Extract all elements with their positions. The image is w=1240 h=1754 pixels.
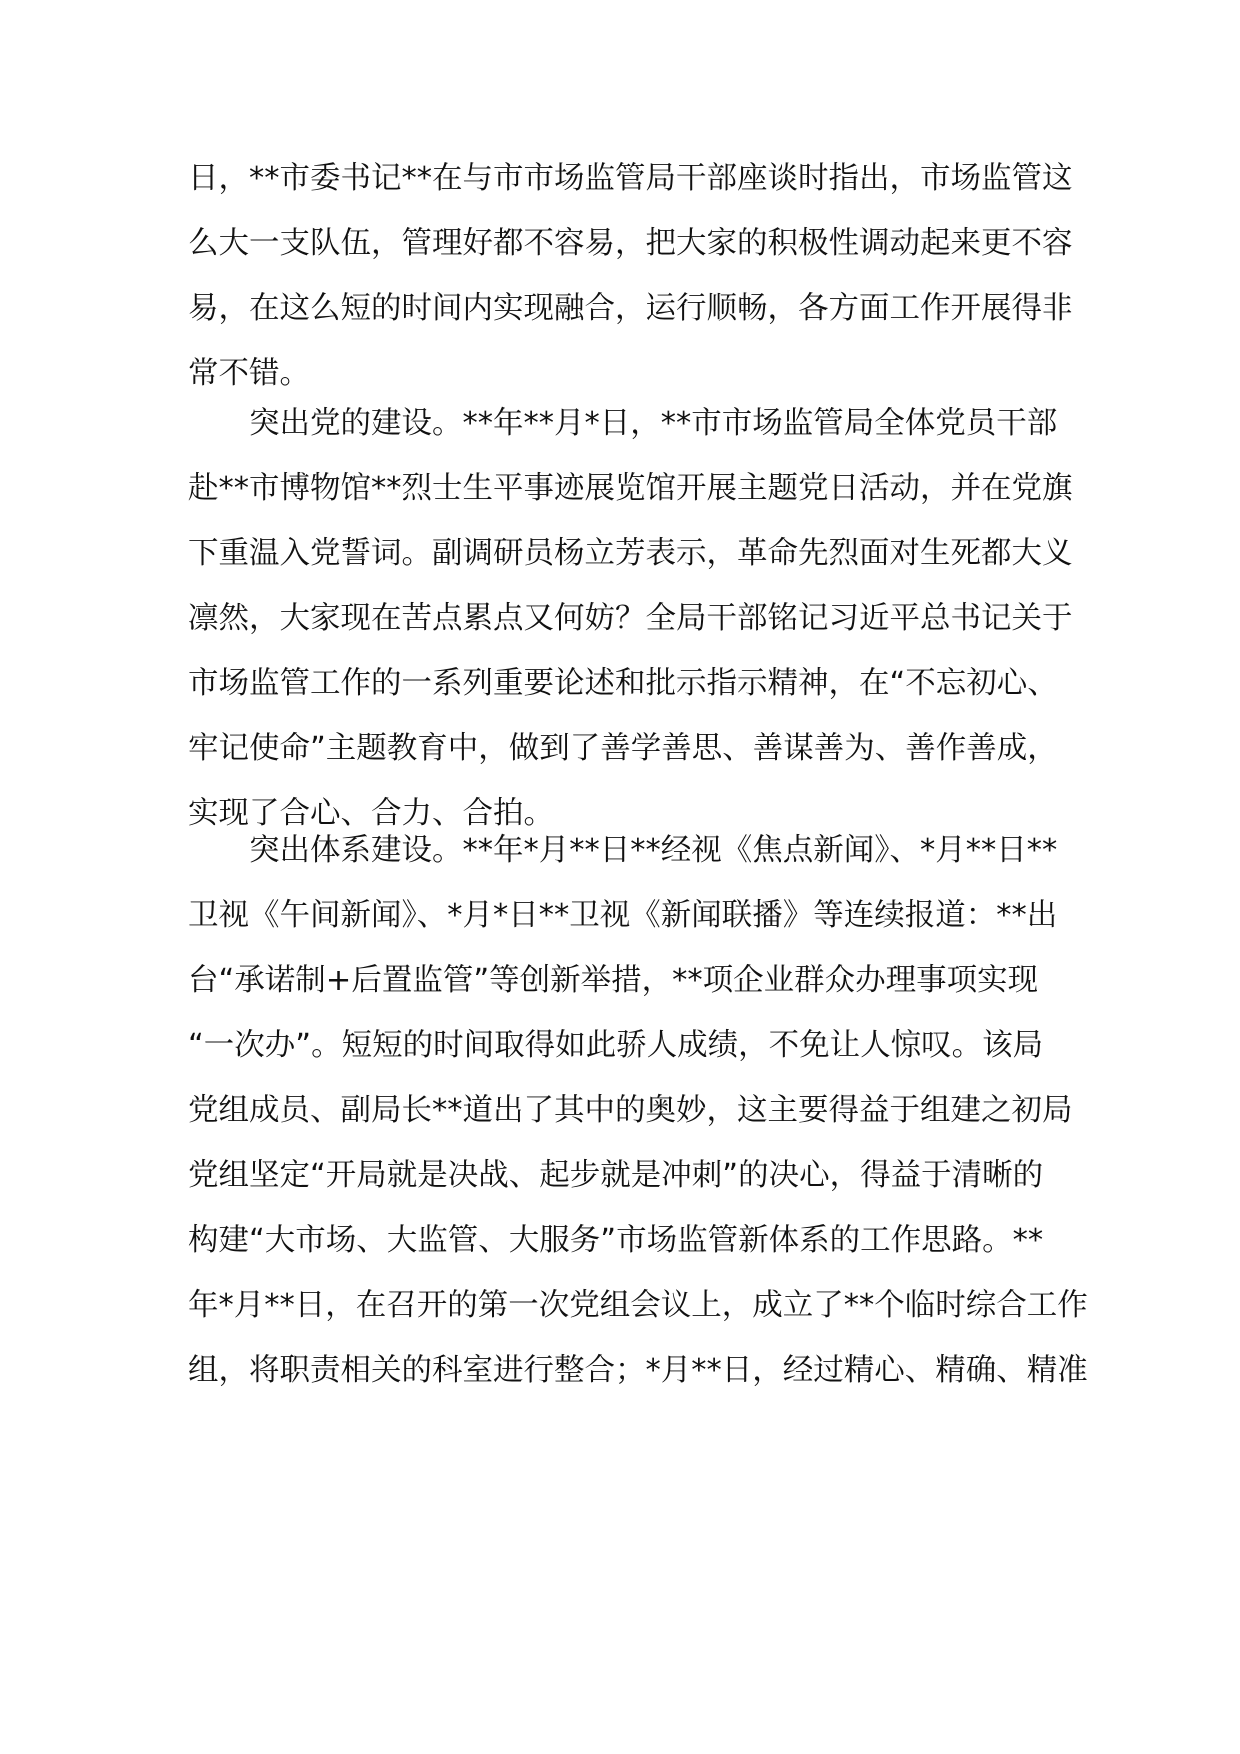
text-line: 组，将职责相关的科室进行整合；*月**日，经过精心、精确、精准 [188,1353,1088,1388]
text-line: 凛然，大家现在苦点累点又何妨？全局干部铭记习近平总书记关于 [188,601,1073,636]
paragraph-1 [188,146,1073,406]
text-line: 易，在这么短的时间内实现融合，运行顺畅，各方面工作开展得非 [188,291,1073,326]
text-line: 赴**市博物馆**烈士生平事迹展览馆开展主题党日活动，并在党旗 [188,471,1073,506]
text-line: 突出体系建设。**年*月**日**经视《焦点新闻》、*月**日** [188,833,1058,868]
text-line: 党组成员、副局长**道出了其中的奥妙，这主要得益于组建之初局 [188,1093,1073,1128]
text-line: 构建“大市场、大监管、大服务”市场监管新体系的工作思路。** [188,1223,1044,1258]
paragraph-2 [188,391,1073,846]
text-line: 实现了合心、合力、合拍。 [188,796,554,831]
text-line: 常不错。 [188,356,310,391]
text-line: 卫视《午间新闻》、*月*日**卫视《新闻联播》等连续报道：**出 [188,898,1058,933]
text-line: 日，**市委书记**在与市市场监管局干部座谈时指出，市场监管这 [188,161,1073,196]
paragraph-3 [188,818,1088,1403]
text-line: 市场监管工作的一系列重要论述和批示指示精神，在“不忘初心、 [188,666,1058,701]
text-line: 党组坚定“开局就是决战、起步就是冲刺”的决心，得益于清晰的 [188,1158,1044,1193]
text-line: 年*月**日，在召开的第一次党组会议上，成立了**个临时综合工作 [188,1288,1088,1323]
text-line: 么大一支队伍，管理好都不容易，把大家的积极性调动起来更不容 [188,226,1073,261]
text-line: 突出党的建设。**年**月*日，**市市场监管局全体党员干部 [188,406,1058,441]
text-line: 下重温入党誓词。副调研员杨立芳表示，革命先烈面对生死都大义 [188,536,1073,571]
text-line: 牢记使命”主题教育中，做到了善学善思、善谋善为、善作善成， [188,731,1058,766]
text-line: “一次办”。短短的时间取得如此骄人成绩，不免让人惊叹。该局 [188,1028,1044,1063]
text-line: 台“承诺制+后置监管”等创新举措，**项企业群众办理事项实现 [188,963,1039,998]
